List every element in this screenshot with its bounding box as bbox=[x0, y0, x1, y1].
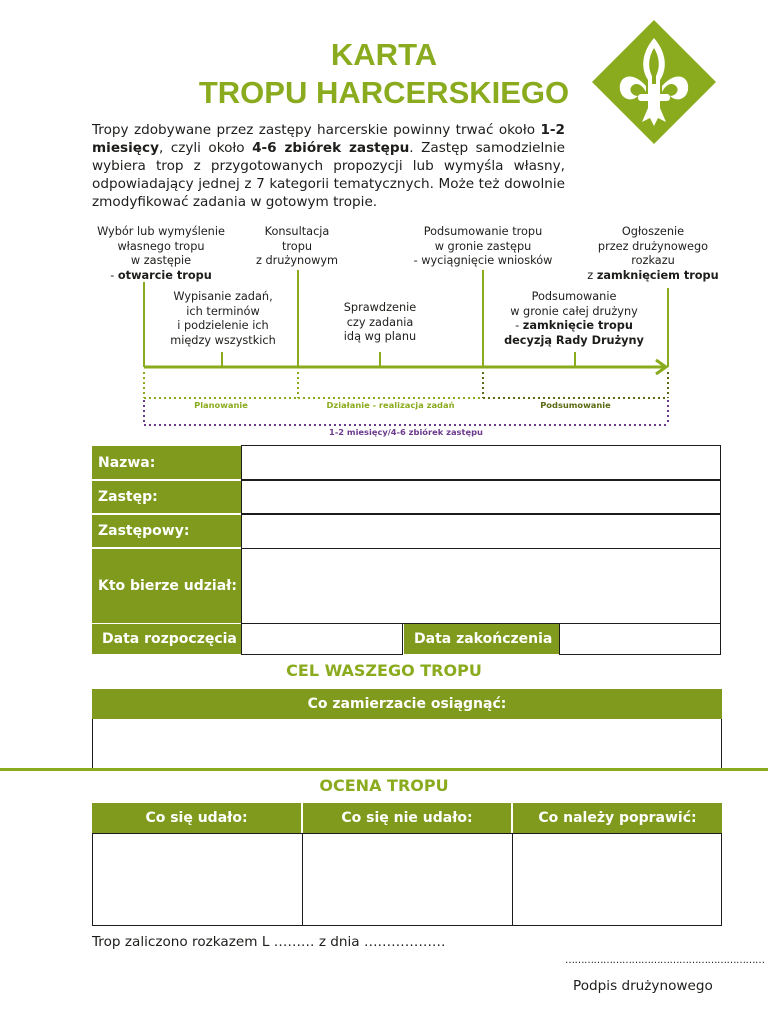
timeline-step-announcement: Ogłoszenie przez drużynowego rozkazu z zamknięciem tropu bbox=[587, 225, 719, 282]
review-improve-field[interactable] bbox=[512, 833, 722, 926]
patrol-field[interactable] bbox=[241, 480, 721, 514]
patrol-leader-field[interactable] bbox=[241, 514, 721, 549]
label-name: Nazwa: bbox=[92, 446, 242, 479]
start-date-field[interactable] bbox=[241, 623, 403, 655]
review-success-field[interactable] bbox=[92, 833, 303, 926]
timeline-step-check: Sprawdzenie czy zadania idą wg planu bbox=[343, 301, 417, 343]
duration-label: 1-2 miesięcy/4-6 zbiórek zastępu bbox=[326, 427, 486, 437]
label-patrol: Zastęp: bbox=[92, 481, 242, 513]
page-divider bbox=[0, 768, 768, 771]
end-date-field[interactable] bbox=[559, 623, 721, 655]
signature-label: Podpis drużynowego bbox=[573, 978, 713, 994]
phase-summary-label: Podsumowanie bbox=[537, 400, 614, 410]
participants-field[interactable] bbox=[241, 548, 721, 624]
goal-heading: CEL WASZEGO TROPU bbox=[286, 661, 482, 680]
review-col-improve-header: Co należy poprawić: bbox=[513, 803, 722, 833]
goal-question-header: Co zamierzacie osiągnąć: bbox=[92, 689, 722, 719]
timeline-diagram bbox=[0, 0, 768, 440]
timeline-step-summary-troop: Podsumowanie w gronie całej drużyny - zamknięcie tropu decyzją Rady Drużyny bbox=[504, 290, 644, 347]
signature-line: ……………………………………………………… bbox=[565, 955, 765, 966]
page-title-line1: KARTA bbox=[330, 37, 438, 72]
phase-planning-label: Planowanie bbox=[191, 400, 251, 410]
intro-paragraph: Tropy zdobywane przez zastępy harcerskie powinny trwać około 1-2 miesięcy, czyli około 4-6 zbiórek zastępu. Zastęp samodzielnie wybiera trop z przygotowanych propozycji lub wymyśla własny, odpowiadający jednej z 7 kategorii tematycznych. Może też dowolnie zmodyfikować zadania w gotowym tropie. bbox=[92, 122, 566, 210]
label-start-date: Data rozpoczęcia bbox=[92, 624, 242, 654]
goal-field[interactable] bbox=[92, 719, 722, 769]
name-field[interactable] bbox=[241, 445, 721, 480]
review-heading: OCENA TROPU bbox=[319, 776, 449, 795]
timeline-step-summary-patrol: Podsumowanie tropu w gronie zastępu - wyciągnięcie wniosków bbox=[413, 225, 553, 267]
label-end-date: Data zakończenia bbox=[404, 624, 560, 654]
timeline-step-task-list: Wypisanie zadań, ich terminów i podzielenie ich między wszystkich bbox=[170, 290, 276, 347]
review-col-success-header: Co się udało: bbox=[92, 803, 301, 833]
review-col-failure-header: Co się nie udało: bbox=[303, 803, 511, 833]
timeline-step-choice: Wybór lub wymyślenie własnego tropu w zastępie - otwarcie tropu bbox=[97, 225, 225, 282]
timeline-step-consultation: Konsultacja tropu z drużynowym bbox=[255, 225, 339, 267]
label-patrol-leader: Zastępowy: bbox=[92, 515, 242, 547]
phase-action-label: Działanie - realizacja zadań bbox=[324, 400, 458, 410]
order-text: Trop zaliczono rozkazem L ……… z dnia ……………… bbox=[92, 934, 446, 950]
review-failure-field[interactable] bbox=[302, 833, 513, 926]
page-title-line2: TROPU HARCERSKIEGO bbox=[198, 75, 570, 110]
label-participants: Kto bierze udział: bbox=[92, 549, 242, 623]
